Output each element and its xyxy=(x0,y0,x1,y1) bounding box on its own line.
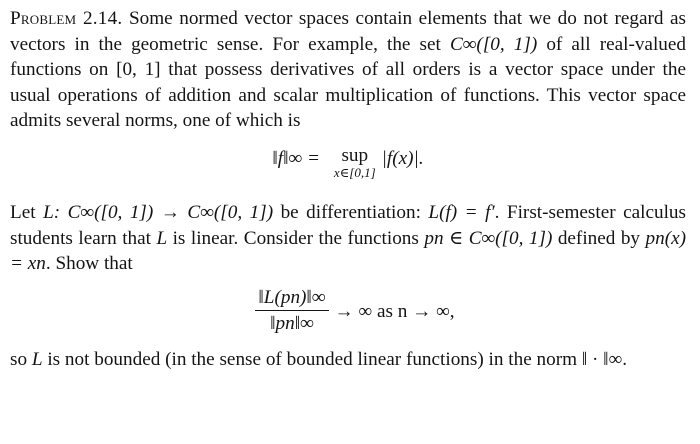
fraction xyxy=(255,287,328,336)
sup-subscript: x∈[0,1] xyxy=(333,164,376,180)
para1-intro: Some normed vector spaces contain elements that we do not regard as vectors in the geometric sense. For example, the set xyxy=(10,8,687,55)
equation2-rhs: → ∞ as n → ∞, xyxy=(334,300,455,322)
para1-middle: of all real-valued functions on xyxy=(10,33,686,81)
paragraph-3 xyxy=(10,347,686,373)
sup-label: sup xyxy=(341,144,369,166)
para3-rest: is not bounded (in the sense of bounded linear functions) in the norm xyxy=(42,348,582,370)
fraction-numerator: ‖L(pn)‖∞ xyxy=(255,287,328,311)
L-symbol-2: L xyxy=(31,348,43,370)
para2-is-linear: is linear. Consider the functions xyxy=(167,227,425,249)
paragraph-1 xyxy=(10,6,686,134)
equation1-lhs: ‖f‖∞ = xyxy=(272,147,320,169)
para2-show-that: . Show that xyxy=(45,253,133,275)
norm-symbol: ‖ · ‖∞. xyxy=(581,348,628,370)
para2-let: Let xyxy=(10,201,44,223)
equation-sup-norm xyxy=(10,134,686,200)
sup-operator xyxy=(334,146,376,180)
para3-so: so xyxy=(10,348,32,370)
problem-heading: Problem 2.14. xyxy=(10,8,123,29)
problem-text-block xyxy=(10,6,686,372)
pn-definition: pn(x) = xn xyxy=(10,227,686,275)
para2-be-diff: be differentiation: xyxy=(273,201,429,223)
pn-membership: pn ∈ C∞([0, 1]) xyxy=(424,227,553,249)
interval: [0, 1] xyxy=(116,59,161,81)
para2-first-sem: . First-semester calculus students learn that xyxy=(10,201,686,249)
mapping: L: C∞([0, 1]) → C∞([0, 1]) xyxy=(43,201,274,223)
para2-defined-by: defined by xyxy=(552,227,646,249)
paragraph-2 xyxy=(10,200,686,277)
L-symbol: L xyxy=(156,227,168,249)
equation-ratio-limit xyxy=(10,277,686,347)
para1-end: that possess derivatives of all orders is a vector space under the usual operations of addition and scalar multiplication of functions. This vector space admits several norms, one of which is xyxy=(10,59,686,132)
fraction-denominator: ‖pn‖∞ xyxy=(270,313,314,335)
set-symbol: C∞([0, 1]) xyxy=(449,33,538,55)
definition: L(f) = f′ xyxy=(428,201,495,223)
equation1-rhs: |f(x)|. xyxy=(381,147,424,169)
